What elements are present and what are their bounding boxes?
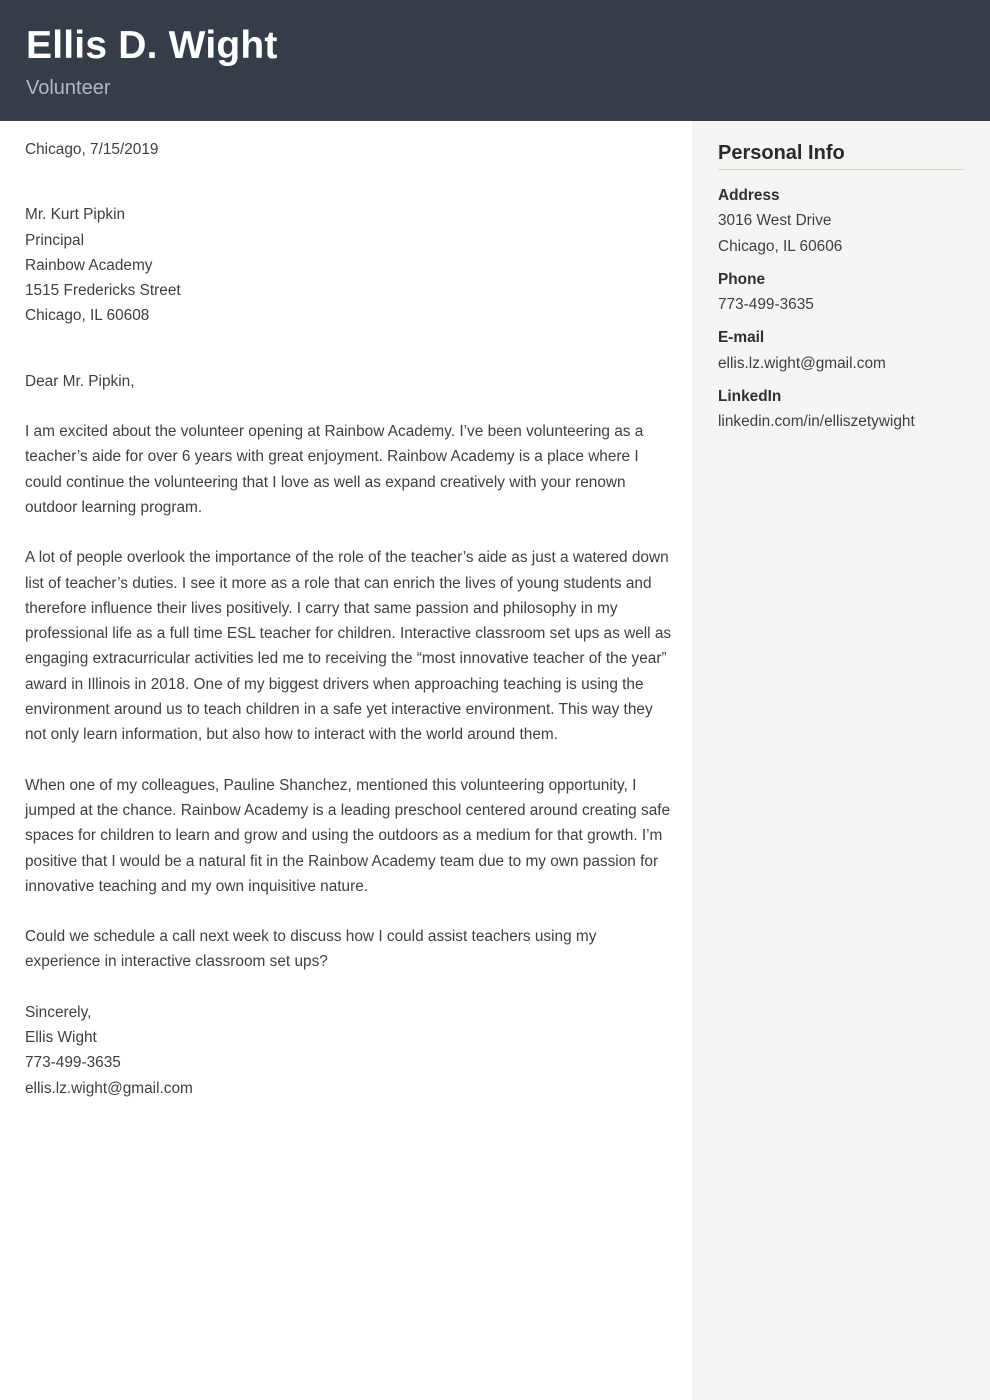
page-content [0, 121, 990, 1400]
closing-line: 773-499-3635 [25, 1054, 121, 1072]
personal-info-sidebar [692, 121, 990, 1400]
personal-info-group [718, 325, 965, 376]
closing-line: Ellis Wight [25, 1029, 97, 1047]
recipient-line: Principal [25, 231, 85, 249]
closing-block [25, 1000, 673, 1101]
personal-info-value: linkedin.com/in/elliszetywight [718, 413, 915, 431]
personal-info-label: LinkedIn [718, 388, 782, 406]
personal-info-group [718, 384, 965, 435]
closing-line: ellis.lz.wight@gmail.com [25, 1079, 193, 1097]
salutation: Dear Mr. Pipkin, [25, 372, 135, 390]
person-job-title: Volunteer [26, 77, 111, 99]
recipient-block [25, 202, 673, 328]
cover-letter [0, 121, 692, 1400]
personal-info-value: Chicago, IL 60606 [718, 237, 843, 255]
letter-paragraphs [25, 419, 673, 975]
personal-info-label: E-mail [718, 329, 765, 347]
person-name: Ellis D. Wight [26, 24, 278, 67]
recipient-line: Rainbow Academy [25, 256, 153, 274]
sidebar-title-divider [718, 169, 965, 170]
letter-date: Chicago, 7/15/2019 [25, 141, 159, 158]
personal-info-group [718, 267, 965, 318]
personal-info-label: Phone [718, 270, 766, 288]
personal-info-value: 773-499-3635 [718, 296, 814, 314]
letter-paragraph: Could we schedule a call next week to discuss how I could assist teachers using my experience in interactive classroom set ups? [25, 928, 597, 971]
personal-info-label: Address [718, 187, 780, 204]
recipient-line: 1515 Fredericks Street [25, 282, 181, 300]
closing-line: Sincerely, [25, 1003, 92, 1021]
personal-info-groups [718, 183, 965, 435]
personal-info-value: ellis.lz.wight@gmail.com [718, 354, 886, 372]
sidebar-title: Personal Info [718, 142, 845, 164]
personal-info-value: 3016 West Drive [718, 212, 832, 230]
recipient-line: Mr. Kurt Pipkin [25, 206, 126, 224]
personal-info-group [718, 183, 965, 259]
letter-paragraph: I am excited about the volunteer opening at Rainbow Academy. I’ve been volunteering as a teacher’s aide for over 6 years with great enjoyment. Rainbow Academy is a place where I could continue the volunteering that I love as well as expand creatively with your renown outdoor learning program. [25, 423, 644, 516]
letter-paragraph: When one of my colleagues, Pauline Shanchez, mentioned this volunteering opportunity, I jumped at the chance. Rainbow Academy is a leading preschool centered around creating safe spaces for children to learn and grow and using the outdoors as a medium for that growth. I’m positive that I would be a natural fit in the Rainbow Academy team due to my own passion for innovative teaching and my own inquisitive nature. [25, 776, 671, 895]
header [0, 0, 990, 121]
letter-paragraph: A lot of people overlook the importance of the role of the teacher’s aide as just a watered down list of teacher’s duties. I see it more as a role that can enrich the lives of young students and therefore influence their lives positively. I carry that same passion and philosophy in my professional life as a full time ESL teacher for children. Interactive classroom set ups as well as engaging extracurricular activities led me to receiving the “most innovative teacher of the year” award in Illinois in 2018. One of my biggest drivers when approaching teaching is using the environment around us to teach children in a safe yet interactive environment. This way they not only learn information, but also how to interact with the world around them. [25, 549, 672, 744]
recipient-line: Chicago, IL 60608 [25, 307, 150, 325]
